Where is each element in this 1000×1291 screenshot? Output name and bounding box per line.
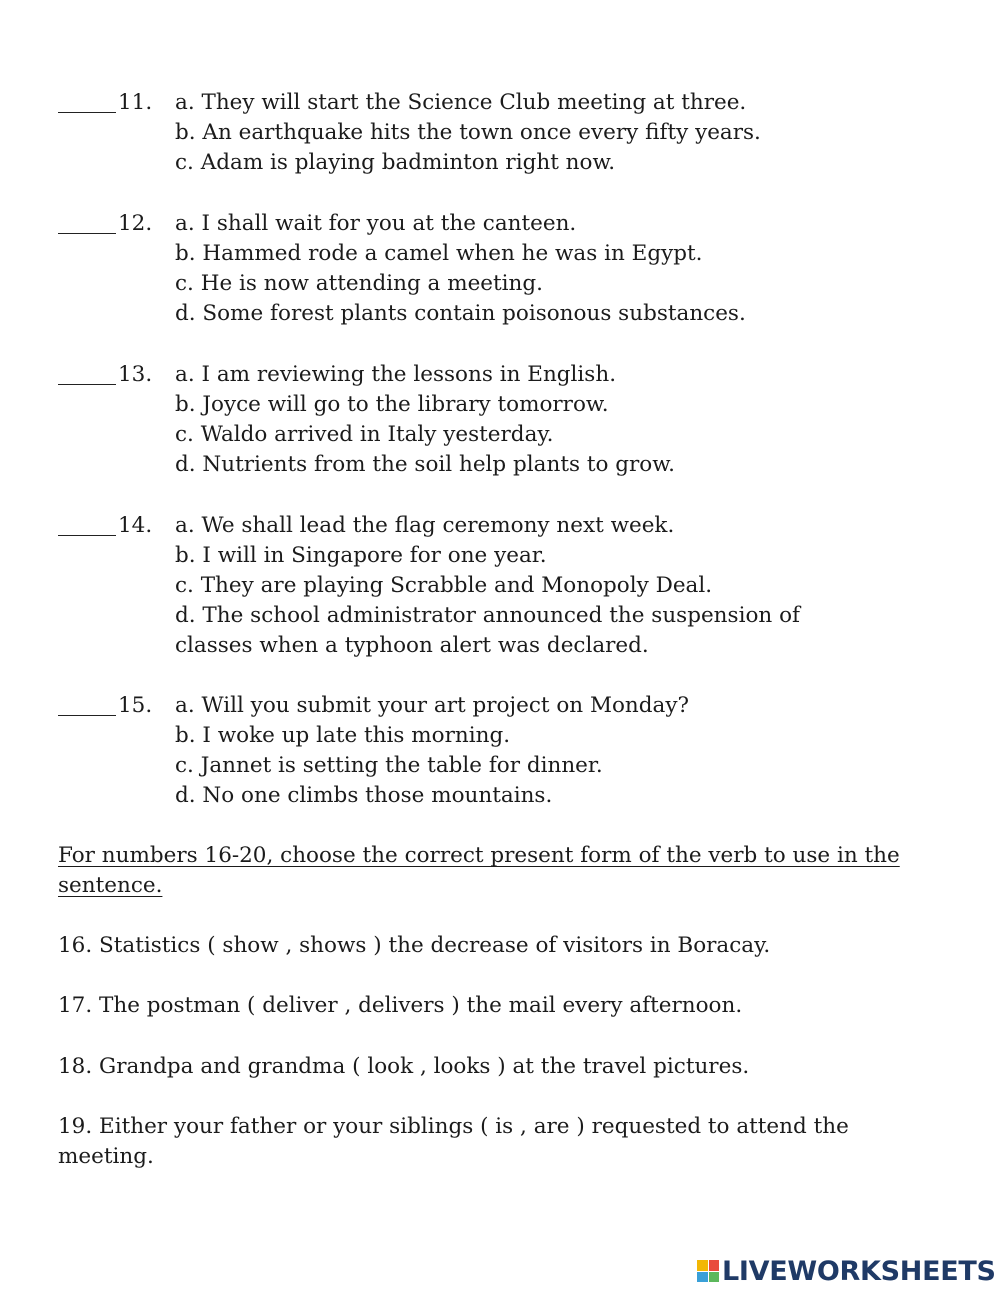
item-17: 17. The postman ( deliver , delivers ) the mail every afternoon. — [58, 993, 743, 1018]
question-number: 11. — [118, 90, 153, 115]
option-c: c. Jannet is setting the table for dinner. — [175, 753, 603, 778]
option-a: a. I am reviewing the lessons in English. — [175, 362, 617, 387]
option-d: d. No one climbs those mountains. — [175, 783, 553, 808]
option-b: b. I will in Singapore for one year. — [175, 543, 547, 568]
answer-blank[interactable] — [58, 691, 116, 716]
option-c: c. He is now attending a meeting. — [175, 271, 543, 296]
logo-mark-icon — [697, 1260, 719, 1282]
item-19: 19. Either your father or your siblings ( is , are ) requested to attend the meeting. — [58, 1114, 849, 1169]
answer-blank[interactable] — [58, 209, 116, 234]
option-c: c. They are playing Scrabble and Monopoly Deal. — [175, 573, 713, 598]
answer-blank[interactable] — [58, 88, 116, 113]
option-d-continued: classes when a typhoon alert was declared. — [175, 633, 649, 658]
instruction-text: For numbers 16-20, choose the correct present form of the verb to use in the sentence. — [58, 843, 900, 898]
section-instruction — [58, 841, 948, 901]
option-a: a. We shall lead the flag ceremony next week. — [175, 513, 675, 538]
option-d: d. Nutrients from the soil help plants to grow. — [175, 452, 675, 477]
option-c: c. Adam is playing badminton right now. — [175, 150, 616, 175]
answer-blank[interactable] — [58, 511, 116, 536]
option-b: b. I woke up late this morning. — [175, 723, 511, 748]
option-b: b. Hammed rode a camel when he was in Egypt. — [175, 241, 703, 266]
option-d: d. Some forest plants contain poisonous substances. — [175, 301, 746, 326]
option-b: b. An earthquake hits the town once every fifty years. — [175, 120, 761, 145]
question-number: 15. — [118, 693, 153, 718]
option-d: d. The school administrator announced the suspension of — [175, 603, 800, 628]
item-16: 16. Statistics ( show , shows ) the decrease of visitors in Boracay. — [58, 933, 771, 958]
item-18: 18. Grandpa and grandma ( look , looks ) at the travel pictures. — [58, 1054, 750, 1079]
option-a: a. Will you submit your art project on Monday? — [175, 693, 690, 718]
liveworksheets-logo — [697, 1256, 996, 1286]
question-number: 13. — [118, 362, 153, 387]
question-number: 12. — [118, 211, 153, 236]
option-a: a. I shall wait for you at the canteen. — [175, 211, 577, 236]
answer-blank[interactable] — [58, 360, 116, 385]
question-number: 14. — [118, 513, 153, 538]
option-c: c. Waldo arrived in Italy yesterday. — [175, 422, 554, 447]
logo-text: LIVEWORKSHEETS — [722, 1255, 996, 1287]
option-a: a. They will start the Science Club meeting at three. — [175, 90, 747, 115]
option-b: b. Joyce will go to the library tomorrow. — [175, 392, 609, 417]
